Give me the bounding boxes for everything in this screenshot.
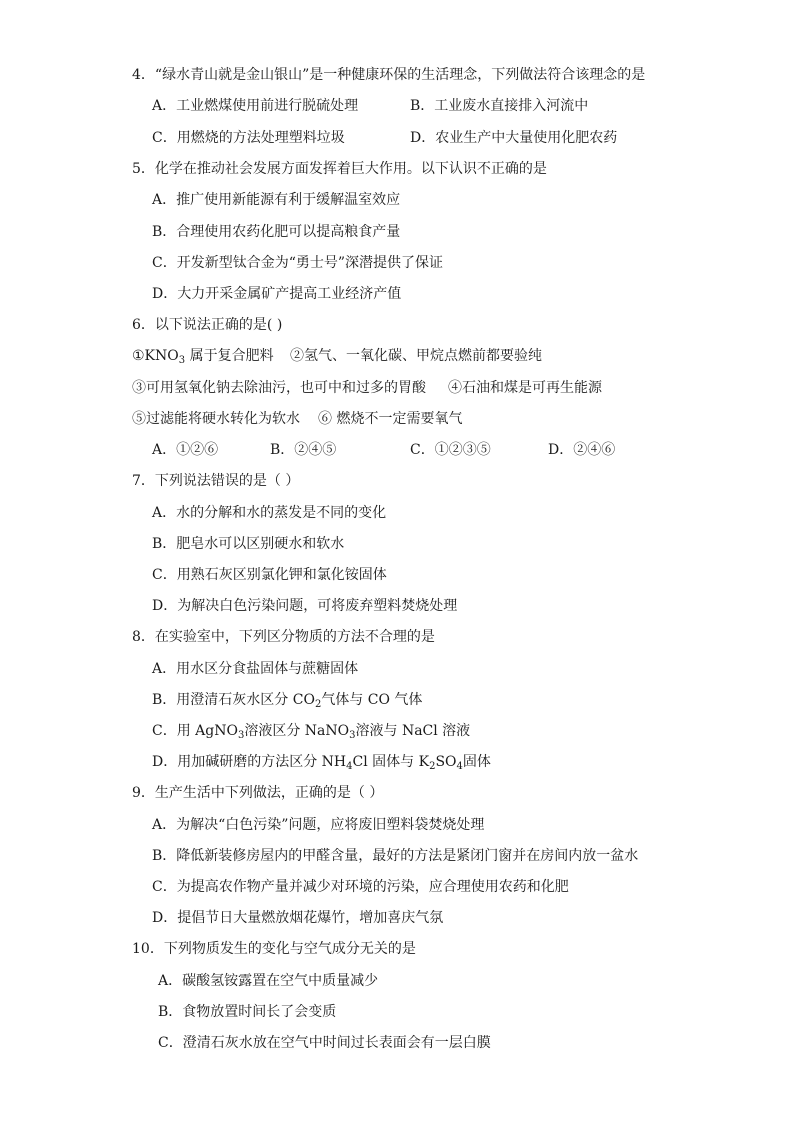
q4-option-c: C．用燃烧的方法处理塑料垃圾 [152, 130, 345, 146]
q5-stem: 5．化学在推动社会发展方面发挥着巨大作用。以下认识不正确的是 [132, 161, 547, 177]
q7-option-c: C．用熟石灰区别氯化钾和氯化铵固体 [152, 567, 387, 583]
q9-option-a: A．为解决“白色污染”问题，应将废旧塑料袋焚烧处理 [152, 817, 485, 833]
q5-option-a: A．推广使用新能源有利于缓解温室效应 [152, 192, 401, 208]
q8-stem: 8．在实验室中，下列区分物质的方法不合理的是 [132, 629, 435, 645]
q6-option-d: D．②④⑥ [548, 442, 616, 458]
q10-stem: 10．下列物质发生的变化与空气成分无关的是 [132, 941, 416, 957]
q10-option-b: B．食物放置时间长了会变质 [158, 1004, 337, 1020]
q9-option-d: D．提倡节日大量燃放烟花爆竹，增加喜庆气氛 [152, 910, 444, 926]
q6-statement-2: ②氢气、一氧化碳、甲烷点燃前都要验纯 [290, 348, 542, 364]
q6-stem: 6．以下说法正确的是( ) [132, 317, 283, 333]
q6-option-b: B．②④⑤ [270, 442, 337, 458]
q10-option-a: A．碳酸氢铵露置在空气中质量减少 [158, 973, 379, 989]
q9-option-c: C．为提高农作物产量并减少对环境的污染，应合理使用农药和化肥 [152, 879, 569, 895]
q6-statement-5: ⑤过滤能将硬水转化为软水 [132, 411, 300, 427]
q6-statement-4: ④石油和煤是可再生能源 [448, 380, 602, 396]
q6-option-c: C．①②③⑤ [410, 442, 491, 458]
q7-stem: 7．下列说法错误的是（ ） [132, 473, 300, 489]
q4-option-d: D．农业生产中大量使用化肥农药 [410, 130, 618, 146]
q4-stem: 4．“绿水青山就是金山银山”是一种健康环保的生活理念，下列做法符合该理念的是 [132, 67, 646, 83]
q4-option-a: A．工业燃煤使用前进行脱硫处理 [152, 98, 359, 114]
q4-option-b: B．工业废水直接排入河流中 [410, 98, 589, 114]
q5-option-d: D．大力开采金属矿产提高工业经济产值 [152, 286, 402, 302]
q9-option-b: B．降低新装修房屋内的甲醛含量，最好的方法是紧闭门窗并在房间内放一盆水 [152, 848, 639, 864]
q8-option-a: A．用水区分食盐固体与蔗糖固体 [152, 661, 359, 677]
q6-option-a: A．①②⑥ [152, 442, 219, 458]
q7-option-d: D．为解决白色污染问题，可将废弃塑料焚烧处理 [152, 598, 458, 614]
q9-stem: 9．生产生活中下列做法，正确的是（ ） [132, 785, 384, 801]
q10-option-c: C．澄清石灰水放在空气中时间过长表面会有一层白膜 [158, 1035, 491, 1051]
q6-statement-1: $①KNO_3$ 属于复合肥料 [132, 348, 274, 366]
q8-option-b: B．用澄清石灰水区分 $CO_2$气体与 CO 气体 [152, 692, 423, 710]
q6-statement-3: ③可用氢氧化钠去除油污，也可中和过多的胃酸 [132, 380, 426, 396]
q8-option-c: C．用 AgNO$_3$溶液区分 NaNO$_3$溶液与 NaCl 溶液 [152, 723, 471, 741]
q7-option-a: A．水的分解和水的蒸发是不同的变化 [152, 505, 387, 521]
q6-statement-6: ⑥ 燃烧不一定需要氧气 [318, 411, 463, 427]
q5-option-b: B．合理使用农药化肥可以提高粮食产量 [152, 224, 401, 240]
q5-option-c: C．开发新型钛合金为“勇士号”深潜提供了保证 [152, 255, 444, 271]
q8-option-d: D．用加碱研磨的方法区分 $NH_4Cl$ 固体与 $K_2SO_4$固体 [152, 754, 491, 772]
q7-option-b: B．肥皂水可以区别硬水和软水 [152, 536, 345, 552]
